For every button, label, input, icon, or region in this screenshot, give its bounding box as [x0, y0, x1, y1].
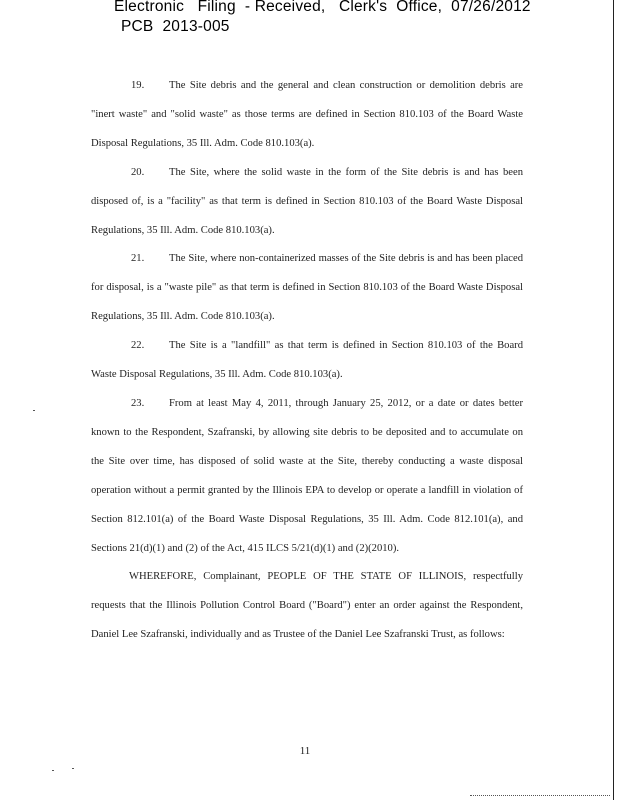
- paragraph-number: 21.: [131, 253, 145, 265]
- filing-stamp-line-2: PCB 2013-005: [121, 18, 230, 35]
- document-body: [91, 72, 523, 650]
- paragraph-text: The Site, where non-containerized masses of the Site debris is and has been placed for disposal, is a "waste pile" as that term is defined in Section 810.103 of the Board Waste Disposal Regulations, 35 Ill. Adm. Code 810.103(a).: [91, 253, 523, 323]
- wherefore-clause: WHEREFORE, Complainant, PEOPLE OF THE STATE OF ILLINOIS, respectfully requests that the Illinois Pollution Control Board ("Board") enter an order against the Respondent, Daniel Lee Szafranski, individually and as Trustee of the Daniel Lee Szafranski Trust, as follows:: [91, 571, 523, 641]
- paragraph-21: [91, 245, 523, 332]
- filing-stamp: [114, 0, 531, 37]
- scan-speck: [52, 770, 54, 771]
- paragraph-19: [91, 72, 523, 159]
- paragraph-number: 22.: [131, 340, 145, 352]
- paragraph-23: [91, 390, 523, 563]
- paragraph-text: From at least May 4, 2011, through January 25, 2012, or a date or dates better known to the Respondent, Szafranski, by allowing site debris to be deposited and to accumulate on the Site over time, has disposed of solid waste at the Site, thereby conducting a waste disposal operation without a permit granted by the Illinois EPA to develop or operate a landfill in violation of Section 812.101(a) of the Board Waste Disposal Regulations, 35 Ill. Adm. Code 812.101(a), and Sections 21(d)(1) and (2) of the Act, 415 ILCS 5/21(d)(1) and (2)(2010).: [91, 397, 523, 554]
- paragraph-text: The Site, where the solid waste in the form of the Site debris is and has been disposed of, is a "facility" as that term is defined in Section 810.103 of the Board Waste Disposal Regulations, 35 Ill. Adm. Code 810.103(a).: [91, 166, 523, 236]
- scan-edge-dots: [470, 795, 610, 796]
- filing-stamp-line-1: Electronic Filing - Received, Clerk's Office, 07/26/2012: [114, 0, 531, 15]
- paragraph-number: 20.: [131, 166, 145, 178]
- paragraph-22: [91, 332, 523, 390]
- page-edge-rule: [613, 0, 614, 800]
- scan-speck: [33, 410, 35, 411]
- page-number: 11: [299, 745, 311, 757]
- paragraph-number: 19.: [131, 80, 145, 91]
- paragraph-number: 23.: [131, 397, 145, 409]
- paragraph-text: The Site debris and the general and clean construction or demolition debris are "inert waste" and "solid waste" as those terms are defined in Section 810.103 of the Board Waste Disposal Regulations, 35 Ill. Adm. Code 810.103(a).: [91, 80, 523, 149]
- scan-speck: [72, 768, 74, 769]
- paragraph-text: The Site is a "landfill" as that term is defined in Section 810.103 of the Board Waste Disposal Regulations, 35 Ill. Adm. Code 810.103(a).: [91, 340, 523, 381]
- paragraph-20: [91, 159, 523, 246]
